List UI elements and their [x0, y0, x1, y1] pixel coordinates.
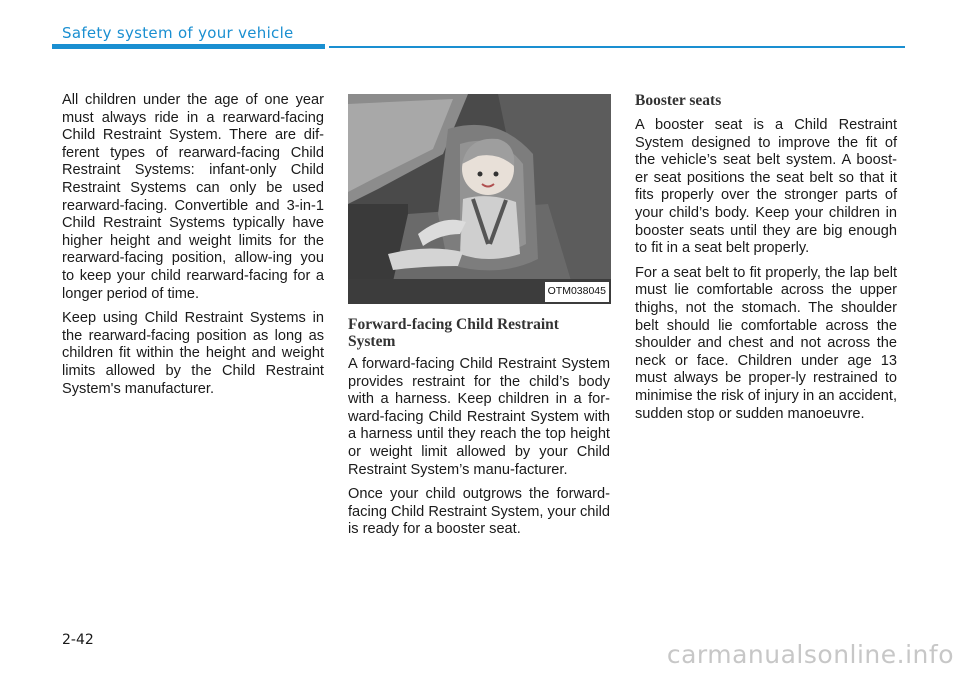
column-forward-facing [348, 94, 610, 546]
image-code-label: OTM038045 [545, 282, 609, 302]
heading-booster-seats: Booster seats [635, 92, 722, 109]
page-number: 2-42 [62, 632, 94, 648]
paragraph: For a seat belt to fit properly, the lap belt must lie comfortable across the upper thighs, not the stomach. The shoulder belt should lie comfortable across the shoulder and chest and not across the neck or face. Children under age 13 must always be proper-ly restrained to minimise the risk of injury in an accident, sudden stop or sudden manoeuvre. [635, 264, 897, 422]
section-title: Safety system of your vehicle [62, 24, 294, 42]
car-interior-child-seat-image [348, 94, 611, 304]
child-seat-illustration [348, 94, 611, 304]
heading-forward-facing: Forward-facing Child Restraint System [348, 316, 559, 350]
paragraph: All children under the age of one year must always ride in a rearward-facing Child Restraint System. There are dif-ferent types of rearward-facing Child Restraint Systems: infant-only Child Restraint Systems can only be used rearward-facing. Convertible and 3-in-1 Child Restraint Systems typically have higher height and weight limits for the rearward-facing position, allow-ing you to keep your child rearward-facing for a longer period of time. [62, 92, 324, 302]
paragraph: Once your child outgrows the forward-facing Child Restraint System, your child is ready for a booster seat. [348, 486, 610, 538]
watermark: carmanualsonline.info [666, 640, 954, 669]
paragraph: Keep using Child Restraint Systems in the rearward-facing position as long as children fit within the height and weight limits allowed by the Child Restraint System's manufacturer. [62, 310, 324, 397]
paragraph: A booster seat is a Child Restraint System designed to improve the fit of the vehicle’s seat belt system. A boost-er seat positions the seat belt so that it fits properly over the stronger parts of your child’s body. Keep your children in booster seats until they are big enough to fit in a seat belt properly. [635, 117, 897, 257]
column-rearward-facing [62, 92, 324, 405]
column-booster-seats [635, 92, 897, 430]
header-rule-thick [52, 44, 325, 49]
paragraph: A forward-facing Child Restraint System provides restraint for the child’s body with a harness. Keep children in a for-ward-facing Child Restraint System with a harness until they reach the top height or weight limit allowed by your Child Restraint System’s manu-facturer. [348, 356, 610, 478]
header-rule-thin [329, 46, 905, 48]
